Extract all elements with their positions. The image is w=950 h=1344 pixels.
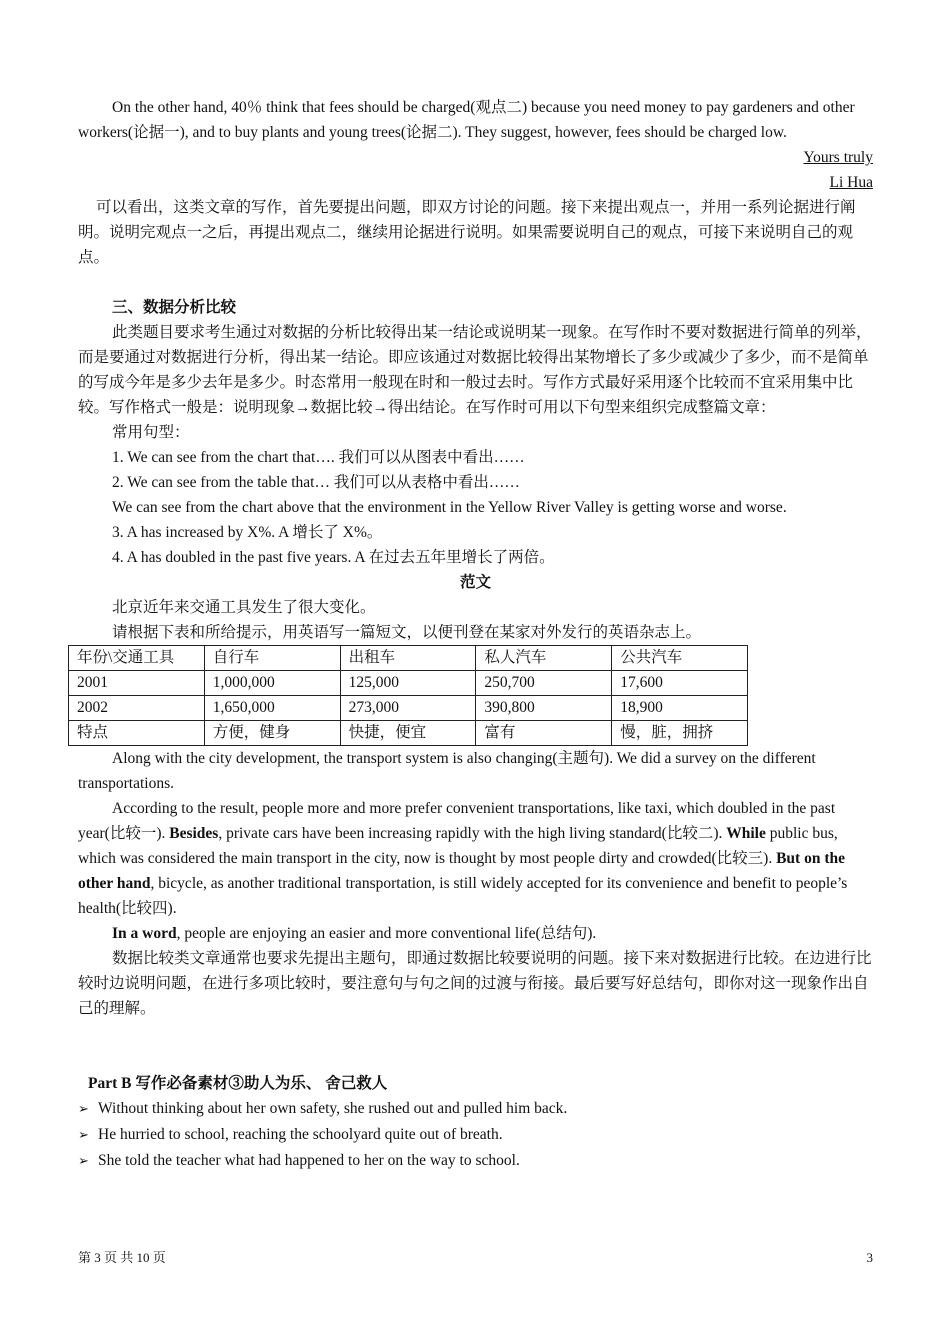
table-cell: 17,600 xyxy=(612,671,748,696)
signature: Li Hua xyxy=(829,174,873,191)
pattern-1: 1. We can see from the chart that…. 我们可以从图表中看出…… xyxy=(112,449,525,466)
table-cell: 公共汽车 xyxy=(612,646,748,671)
table-cell: 富有 xyxy=(476,721,612,746)
list-item-text: He hurried to school, reaching the schoolyard quite out of breath. xyxy=(98,1126,503,1143)
essay-paragraph-1: Along with the city development, the transport system is also changing(主题句). We did a survey on the different transportations. xyxy=(78,750,816,792)
table-cell: 方便，健身 xyxy=(204,721,340,746)
signoff: Yours truly xyxy=(803,149,873,166)
list-item-text: Without thinking about her own safety, she rushed out and pulled him back. xyxy=(98,1100,568,1117)
essay-text: , people are enjoying an easier and more conventional life(总结句). xyxy=(176,925,597,942)
table-cell: 390,800 xyxy=(476,696,612,721)
pattern-3: 3. A has increased by X%. A 增长了 X%。 xyxy=(112,524,383,541)
list-item-text: She told the teacher what had happened to her on the way to school. xyxy=(98,1152,520,1169)
list-item xyxy=(78,1096,873,1122)
essay-text: , bicycle, as another traditional transportation, is still widely accepted for its convenience and benefit to people’s health(比较四). xyxy=(78,875,848,917)
page-number: 3 xyxy=(866,1250,873,1265)
table-cell: 特点 xyxy=(69,721,205,746)
table-cell: 1,650,000 xyxy=(204,696,340,721)
paragraph-opinion-two: On the other hand, 40％ think that fees should be charged(观点二) because you need money to pay gardeners and other workers(论据一), and to buy plants and young trees(论据二). They suggest, however, fees should be charged low. xyxy=(78,99,855,141)
pattern-2: 2. We can see from the table that… 我们可以从表格中看出…… xyxy=(112,474,520,491)
sample-intro-1: 北京近年来交通工具发生了很大变化。 xyxy=(112,599,376,616)
arrow-bullet-icon: ➢ xyxy=(78,1154,89,1169)
sample-title: 范文 xyxy=(459,574,491,591)
page-footer xyxy=(78,1245,873,1270)
essay-bold: While xyxy=(726,825,766,842)
pattern-example: We can see from the chart above that the environment in the Yellow River Valley is getting worse and worse. xyxy=(112,499,787,516)
page-count: 第 3 页 共 10 页 xyxy=(78,1250,166,1265)
section-three-heading: 三、数据分析比较 xyxy=(112,299,237,316)
table-cell: 1,000,000 xyxy=(204,671,340,696)
essay-bold: In a word xyxy=(112,925,177,942)
table-header-row xyxy=(69,646,748,671)
paragraph-summary-one: 可以看出，这类文章的写作，首先要提出问题，即双方讨论的问题。接下来提出观点一，并用一系列论据进行阐明。说明完观点一之后，再提出观点二，继续用论据进行说明。如果需要说明自己的观点，可接下来说明自己的观点。 xyxy=(78,199,856,266)
part-b-heading: Part B 写作必备素材③助人为乐、 舍己救人 xyxy=(88,1075,388,1092)
table-cell: 250,700 xyxy=(476,671,612,696)
transport-table xyxy=(68,645,748,746)
table-cell: 2002 xyxy=(69,696,205,721)
table-row xyxy=(69,721,748,746)
table-cell: 2001 xyxy=(69,671,205,696)
table-cell: 私人汽车 xyxy=(476,646,612,671)
sample-intro-2: 请根据下表和所给提示，用英语写一篇短文，以便刊登在某家对外发行的英语杂志上。 xyxy=(112,624,702,641)
table-cell: 18,900 xyxy=(612,696,748,721)
list-item xyxy=(78,1122,873,1148)
document-page xyxy=(78,95,873,1174)
essay-text: According to the result, people more and more prefer convenient transportations, like taxi, which doubled in the past year(比较一). xyxy=(78,800,836,842)
table-cell: 慢，脏，拥挤 xyxy=(612,721,748,746)
essay-paragraph-2 xyxy=(78,796,873,921)
essay-bold: But on the other hand xyxy=(78,850,845,892)
essay-paragraph-3 xyxy=(78,921,873,946)
arrow-bullet-icon: ➢ xyxy=(78,1128,89,1143)
patterns-label: 常用句型： xyxy=(112,424,190,441)
table-cell: 125,000 xyxy=(340,671,476,696)
table-cell: 273,000 xyxy=(340,696,476,721)
essay-bold: Besides xyxy=(169,825,219,842)
table-cell: 出租车 xyxy=(340,646,476,671)
table-cell: 年份\交通工具 xyxy=(69,646,205,671)
essay-text: , private cars have been increasing rapidly with the high living standard(比较二). xyxy=(218,825,727,842)
table-cell: 快捷，便宜 xyxy=(340,721,476,746)
table-row xyxy=(69,671,748,696)
section-three-intro: 此类题目要求考生通过对数据的分析比较得出某一结论或说明某一现象。在写作时不要对数据进行简单的列举，而是要通过对数据进行分析，得出某一结论。即应该通过对数据比较得出某物增长了多少或减少了多少，而不是简单的写成今年是多少去年是多少。时态常用一般现在时和一般过去时。写作方式最好采用逐个比较而不宜采用集中比较。写作格式一般是：说明现象→数据比较→得出结论。在写作时可用以下句型来组织完成整篇文章： xyxy=(78,324,872,416)
essay-text: public bus, which was considered the main transport in the city, now is thought by most people dirty and crowded(比较三). xyxy=(78,825,838,867)
pattern-4: 4. A has doubled in the past five years. A 在过去五年里增长了两倍。 xyxy=(112,549,555,566)
paragraph-summary-two: 数据比较类文章通常也要求先提出主题句，即通过数据比较要说明的问题。接下来对数据进行比较。在边进行比较时边说明问题，在进行多项比较时，要注意句与句之间的过渡与衔接。最后要写好总结句，即你对这一现象作出自己的理解。 xyxy=(78,950,872,1017)
table-row xyxy=(69,696,748,721)
list-item xyxy=(78,1148,873,1174)
table-cell: 自行车 xyxy=(204,646,340,671)
arrow-bullet-icon: ➢ xyxy=(78,1102,89,1117)
